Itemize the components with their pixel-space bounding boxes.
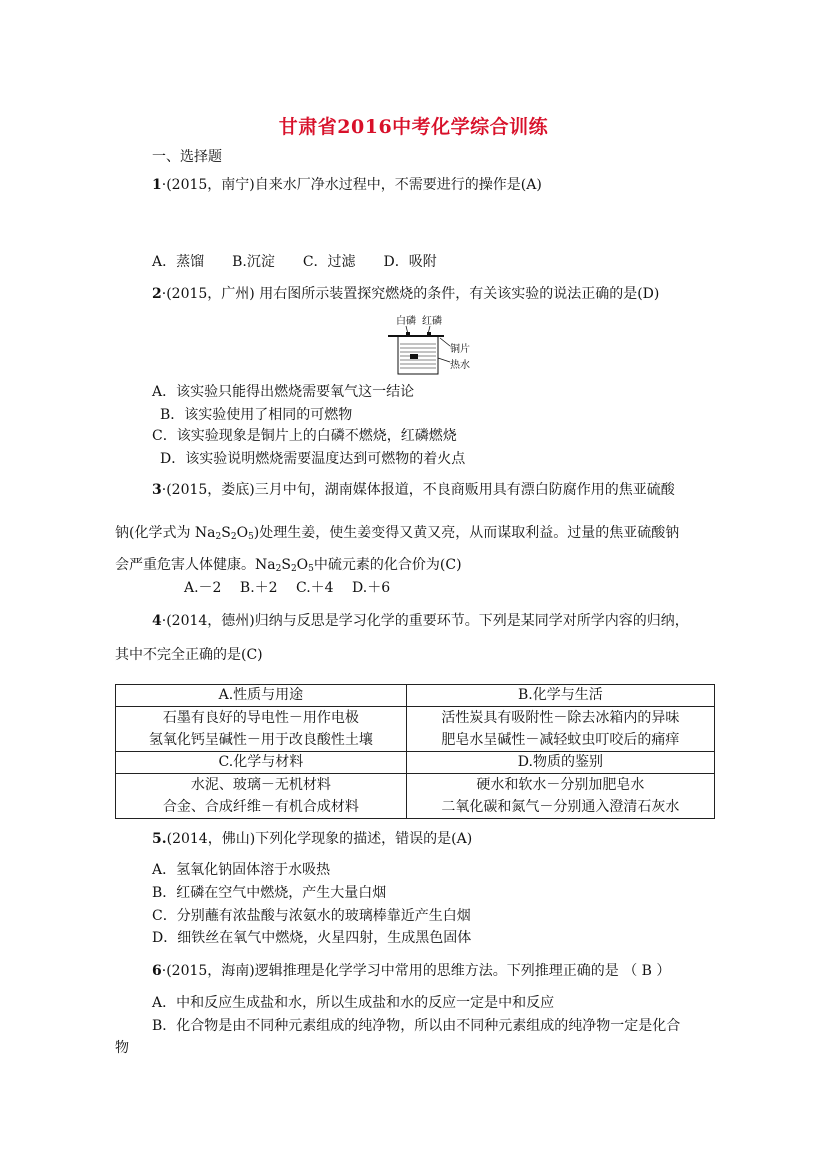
question-2-option-b: B．该实验使用了相同的可燃物 [160,407,353,423]
question-number: 5. [152,831,167,847]
question-2-option-d: D．该实验说明燃烧需要温度达到可燃物的着火点 [160,451,466,467]
table-header-d: D.物质的鉴别 [406,752,714,774]
question-stem: ·(2015，广州) 用右图所示装置探究燃烧的条件，有关该实验的说法正确的是(D) [161,286,660,302]
question-6-option-b-continued: 物 [115,1040,129,1056]
question-3-options: A.－2 B.＋2 C.＋4 D.＋6 [184,580,391,596]
table-cell-b: 活性炭具有吸附性－除去冰箱内的异味 肥皂水呈碱性－减轻蚊虫叮咬后的痛痒 [406,707,714,752]
question-2 [152,284,659,304]
question-number: 2 [152,286,162,302]
label-red-phosphorus: 红磷 [422,316,442,327]
question-2-option-c: C．该实验现象是铜片上的白磷不燃烧，红磷燃烧 [152,428,457,444]
question-number: 6 [152,963,162,979]
question-3-line-2: 钠(化学式为 $Na_2S_2O_5$)处理生姜，使生姜变得又黄又亮，从而谋取利益。过量的焦亚硫酸钠 [115,525,680,542]
question-5 [152,829,472,849]
submerged-white-phosphorus [410,354,418,359]
section-heading: 一、选择题 [152,149,222,165]
question-6 [152,961,670,981]
summary-table [115,684,715,819]
question-stem: ·(2015，南宁)自来水厂净水过程中，不需要进行的操作是(A) [161,177,542,193]
table-header-b: B.化学与生活 [406,685,714,707]
question-5-option-c: C．分别蘸有浓盐酸与浓氨水的玻璃棒靠近产生白烟 [152,908,471,924]
question-stem: ·(2014，德州)归纳与反思是学习化学的重要环节。下列是某同学对所学内容的归纳， [161,613,689,629]
combustion-apparatus-figure [384,314,494,378]
red-phosphorus-piece [427,332,431,336]
label-white-phosphorus: 白磷 [396,316,416,327]
question-6-option-b: B．化合物是由不同种元素组成的纯净物，所以由不同种元素组成的纯净物一定是化合 [152,1018,681,1034]
question-stem: ·(2015，海南)逻辑推理是化学学习中常用的思维方法。下列推理正确的是 （ B ） [161,963,671,979]
question-number: 3 [152,482,162,498]
question-5-option-d: D．细铁丝在氧气中燃烧，火星四射，生成黑色固体 [152,930,472,946]
label-copper-sheet: 铜片 [450,344,470,355]
question-5-option-a: A．氢氧化钠固体溶于水吸热 [152,862,331,878]
question-2-option-a: A．该实验只能得出燃烧需要氧气这一结论 [152,384,415,400]
question-number: 1 [152,177,162,193]
question-1 [152,175,542,195]
white-phosphorus-piece [406,332,410,336]
question-5-option-b: B．红磷在空气中燃烧，产生大量白烟 [152,885,387,901]
question-4-stem-line-2: 其中不完全正确的是(C) [115,647,263,663]
question-1-options: A．蒸馏 B.沉淀 C．过滤 D．吸附 [152,254,437,270]
table-cell-d: 硬水和软水－分别加肥皂水 二氧化碳和氮气－分别通入澄清石灰水 [406,774,714,819]
question-number: 4 [152,613,162,629]
question-stem: ·(2015，娄底)三月中旬，湖南媒体报道，不良商贩用具有漂白防腐作用的焦亚硫酸 [161,482,675,498]
label-hot-water: 热水 [450,360,470,371]
question-3 [152,480,675,500]
page-title: 甘肃省2016中考化学综合训练 [278,116,549,138]
question-4 [152,611,689,631]
question-stem: (2014，佛山)下列化学现象的描述，错误的是(A) [166,831,473,847]
table-header-c: C.化学与材料 [116,752,407,774]
table-cell-c: 水泥、玻璃－无机材料 合金、合成纤维－有机合成材料 [116,774,407,819]
question-6-option-a: A．中和反应生成盐和水，所以生成盐和水的反应一定是中和反应 [152,995,555,1011]
table-header-a: A.性质与用途 [116,685,407,707]
table-cell-a: 石墨有良好的导电性－用作电极 氢氧化钙呈碱性－用于改良酸性土壤 [116,707,407,752]
question-3-line-3: 会严重危害人体健康。$Na_2S_2O_5$中硫元素的化合价为(C) [115,557,462,574]
